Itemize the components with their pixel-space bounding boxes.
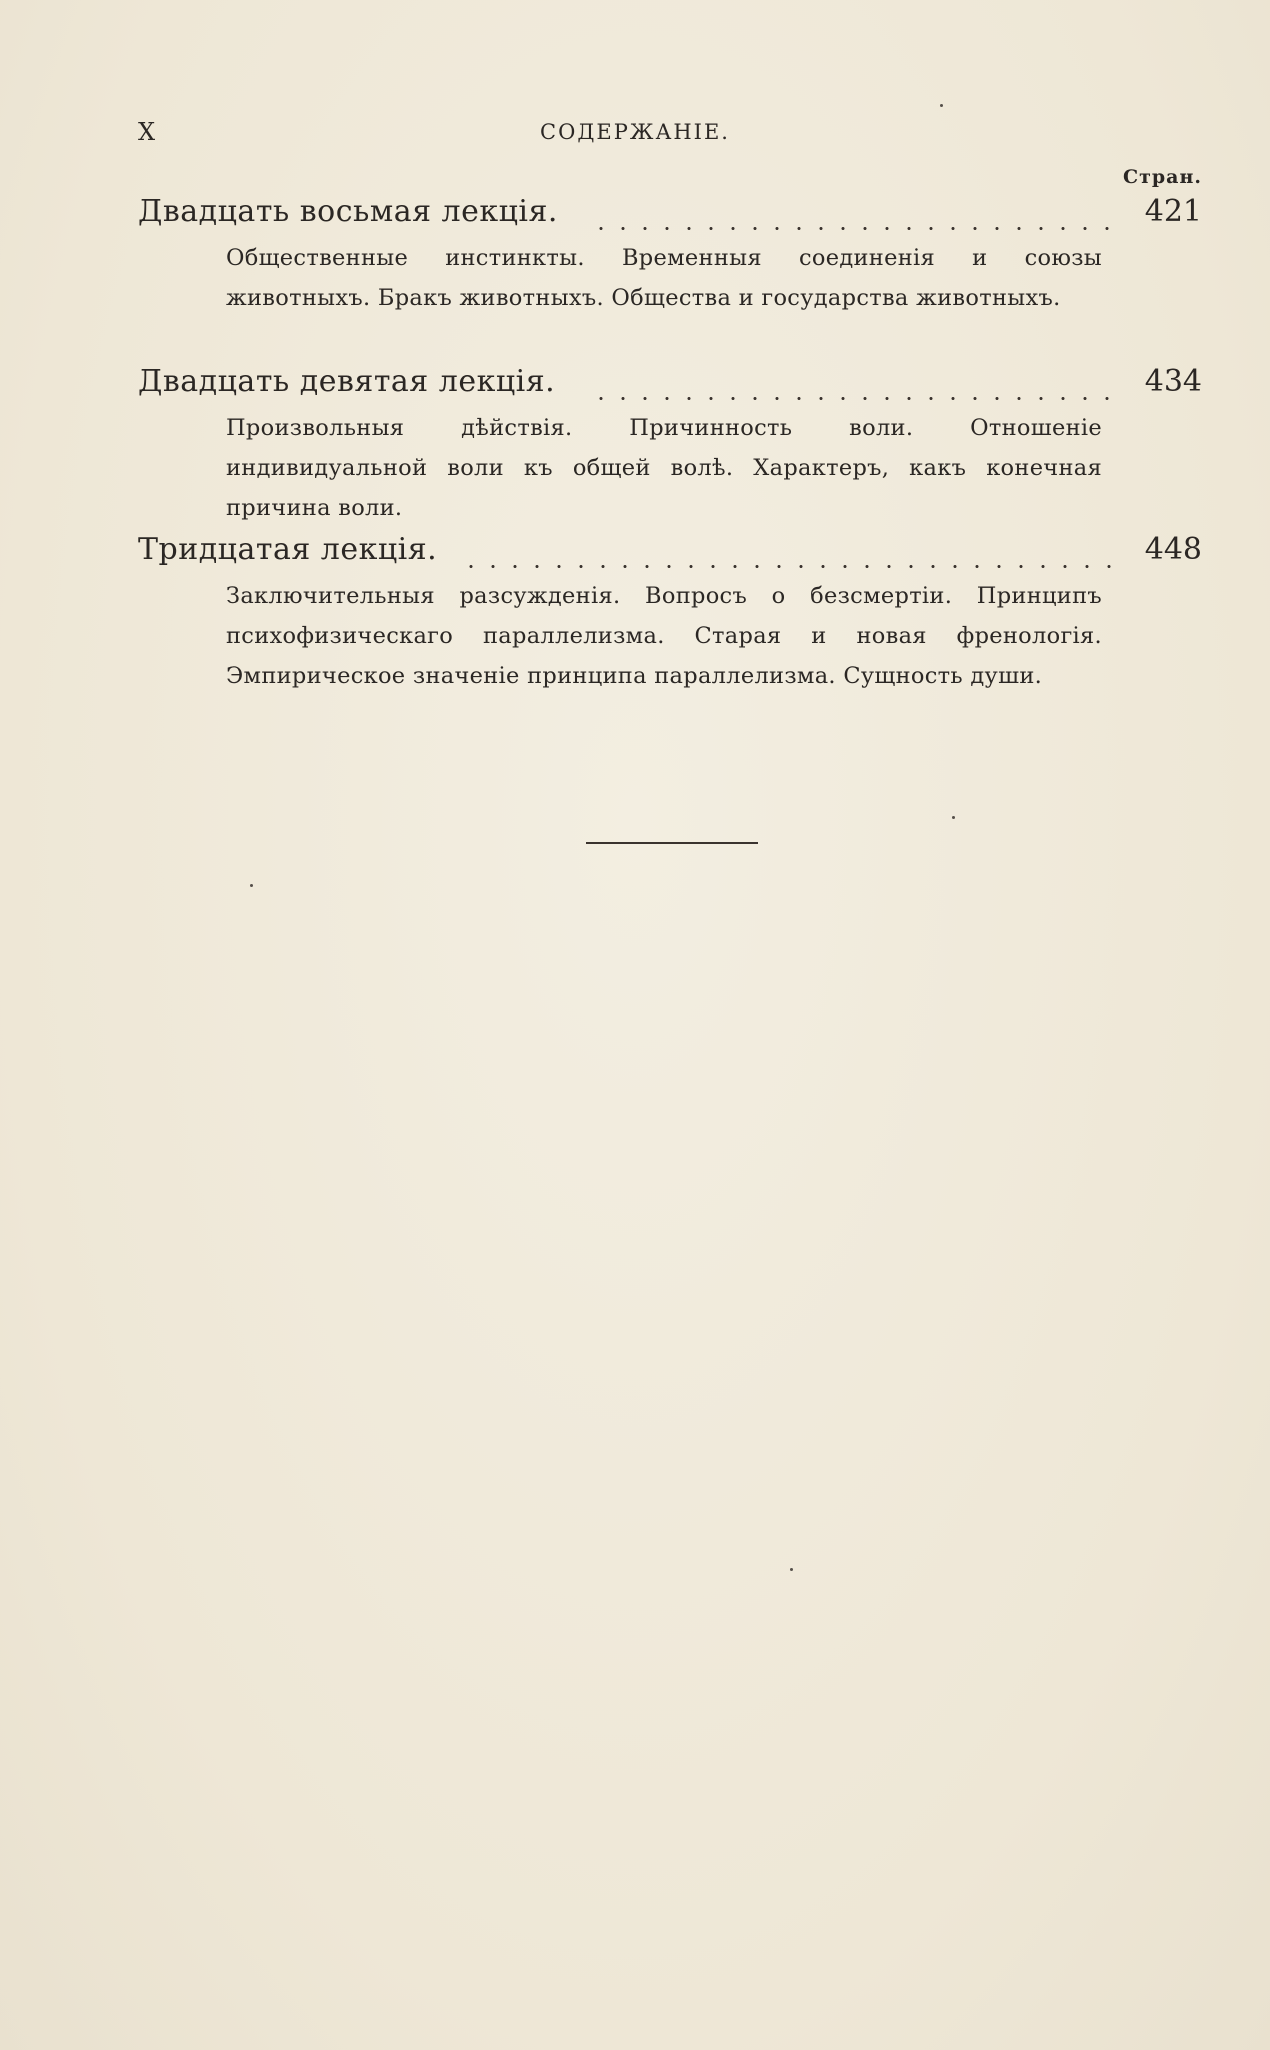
toc-entry-28 bbox=[138, 194, 1202, 318]
dot-leader bbox=[460, 565, 1116, 568]
closing-rule bbox=[586, 842, 758, 844]
lecture-description-text: Произвольныя дѣйствія. Причинность воли. Отношеніе индивидуальной воли къ общей волѣ. Характеръ, какъ конечная причина воли. bbox=[226, 415, 1102, 521]
paper-speck bbox=[250, 884, 253, 887]
lecture-page-number: 434 bbox=[1144, 364, 1202, 399]
lecture-title: Двадцать восьмая лекція. bbox=[138, 194, 558, 229]
running-title: СОДЕРЖАНІЕ. bbox=[540, 120, 730, 144]
paper-speck bbox=[952, 816, 955, 819]
dot-leader bbox=[590, 227, 1116, 230]
lecture-title: Тридцатая лекція. bbox=[138, 532, 438, 567]
lecture-description-text: Общественные инстинкты. Временныя соединенія и союзы животныхъ. Бракъ животныхъ. Общества и государства животныхъ. bbox=[226, 245, 1102, 311]
lecture-description bbox=[226, 408, 1102, 528]
lecture-title: Двадцать девятая лекція. bbox=[138, 364, 556, 399]
toc-entry-line bbox=[138, 194, 1202, 238]
toc-entry-30 bbox=[138, 532, 1202, 696]
toc-entry-29 bbox=[138, 364, 1202, 528]
paper-speck bbox=[790, 1568, 793, 1571]
lecture-description bbox=[226, 576, 1102, 696]
toc-entry-line bbox=[138, 532, 1202, 576]
lecture-description-text: Заключительныя разсужденія. Вопросъ о безсмертіи. Принципъ психофизическаго параллелизма. Старая и новая френологія. Эмпирическое значеніе принципа параллелизма. Сущность души. bbox=[226, 583, 1102, 689]
toc-entry-line bbox=[138, 364, 1202, 408]
lecture-description bbox=[226, 238, 1102, 318]
page-number: X bbox=[138, 118, 157, 146]
paper-speck bbox=[940, 104, 943, 107]
page-column-label: Стран. bbox=[1122, 166, 1202, 188]
dot-leader bbox=[590, 397, 1116, 400]
lecture-page-number: 448 bbox=[1144, 532, 1202, 567]
page-header bbox=[0, 118, 1270, 152]
lecture-page-number: 421 bbox=[1144, 194, 1202, 229]
